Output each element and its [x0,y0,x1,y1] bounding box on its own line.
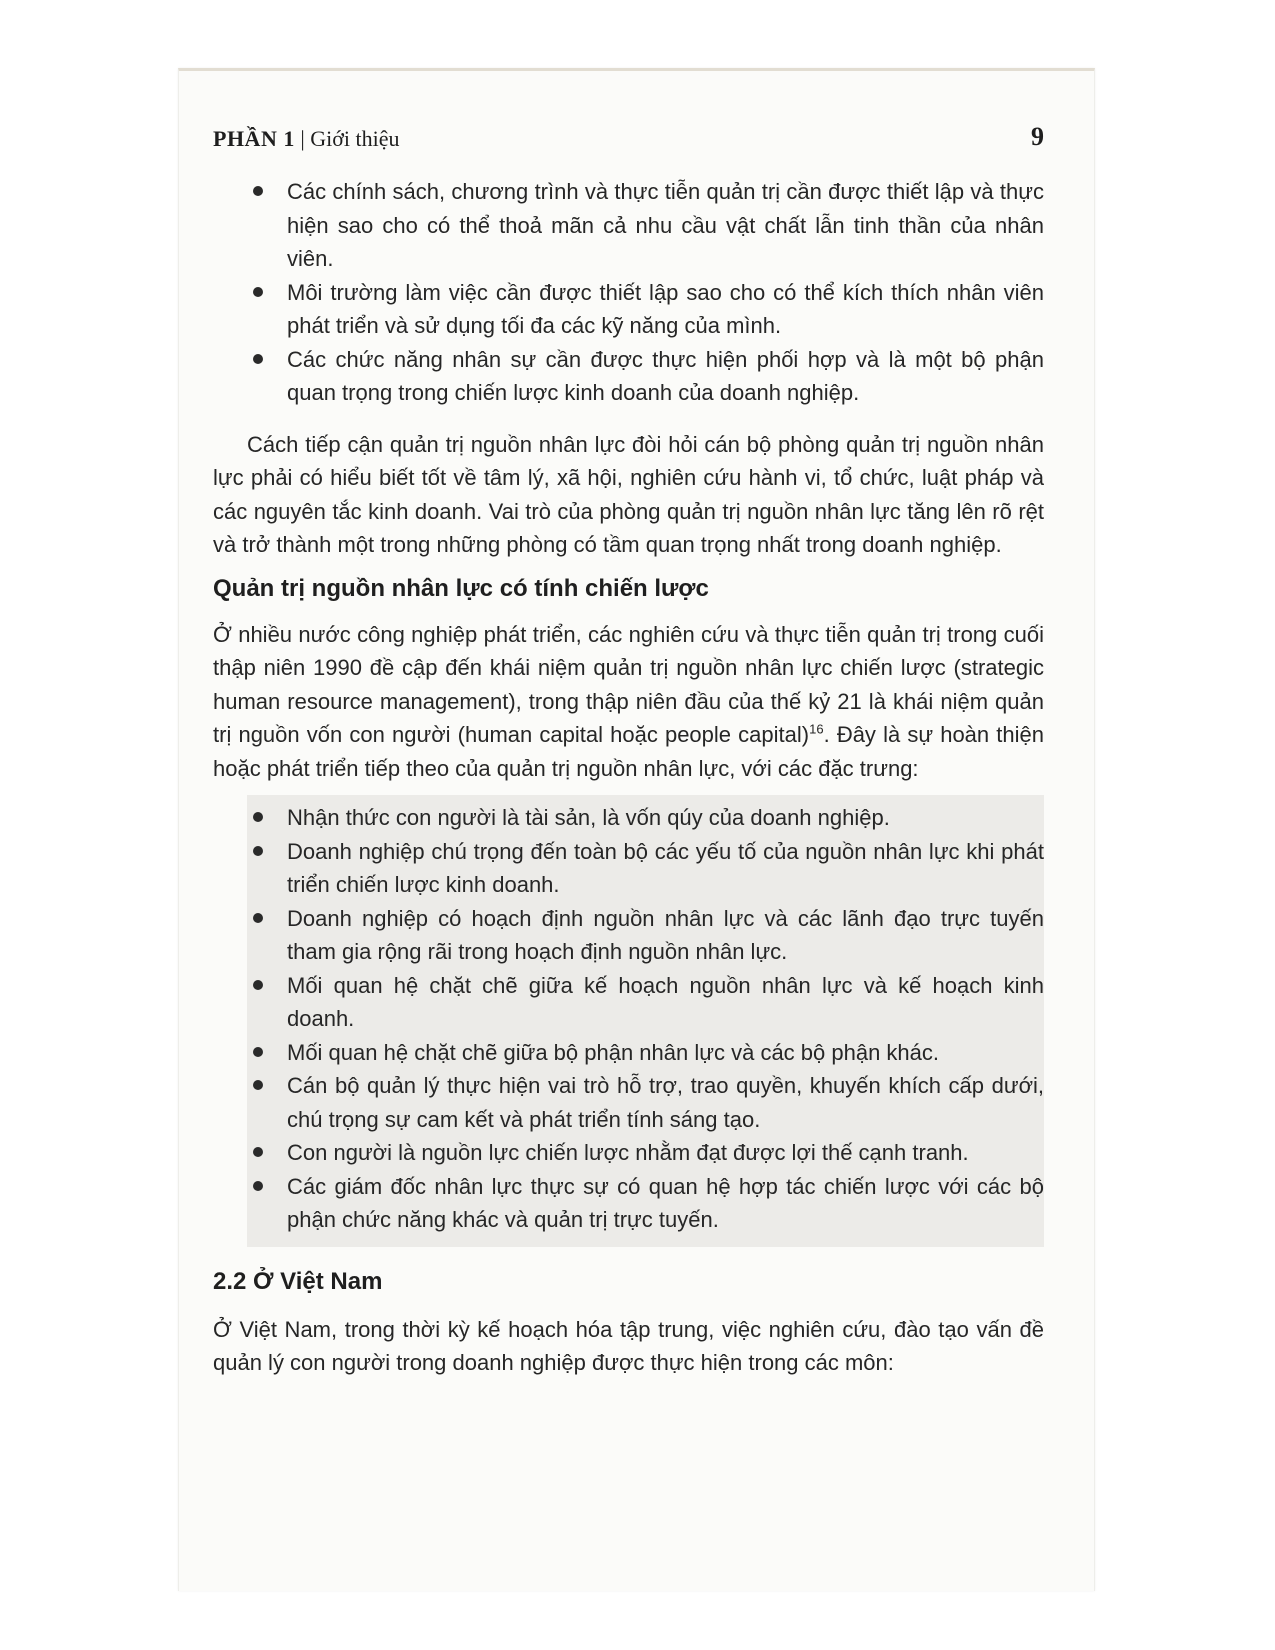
part-label: PHẦN 1 [213,126,295,151]
bullet-icon [253,846,263,856]
bullet-icon [253,1181,263,1191]
list-item: Nhận thức con người là tài sản, là vốn qúy của doanh nghiệp. [247,801,1044,835]
section-heading: 2.2 Ở Việt Nam [213,1267,383,1295]
page-content [213,175,1044,1380]
paragraph: Cách tiếp cận quản trị nguồn nhân lực đòi hỏi cán bộ phòng quản trị nguồn nhân lực phải có hiểu biết tốt về tâm lý, xã hội, nghiên cứu hành vi, tổ chức, luật pháp và các nguyên tắc kinh doanh. Vai trò của phòng quản trị nguồn nhân lực tăng lên rõ rệt và trở thành một trong những phòng có tầm quan trọng nhất trong doanh nghiệp. [213,431,1044,557]
bullet-icon [253,1047,263,1057]
list-item: Môi trường làm việc cần được thiết lập sao cho có thể kích thích nhân viên phát triển và sử dụng tối đa các kỹ năng của mình. [213,276,1044,343]
list-item: Doanh nghiệp chú trọng đến toàn bộ các yếu tố của nguồn nhân lực khi phát triển chiến lược kinh doanh. [247,835,1044,902]
running-header [213,122,1044,160]
list-item: Cán bộ quản lý thực hiện vai trò hỗ trợ, trao quyền, khuyến khích cấp dưới, chú trọng sự cam kết và phát triển tính sáng tạo. [247,1069,1044,1136]
highlight-box [247,795,1044,1247]
section-heading: Quản trị nguồn nhân lực có tính chiến lược [213,574,709,602]
bullet-icon [253,812,263,822]
bullet-icon [253,186,263,196]
list-item: Các chức năng nhân sự cần được thực hiện phối hợp và là một bộ phận quan trọng trong chiến lược kinh doanh của doanh nghiệp. [213,343,1044,410]
list-item: Con người là nguồn lực chiến lược nhằm đạt được lợi thế cạnh tranh. [247,1136,1044,1170]
list-item: Các giám đốc nhân lực thực sự có quan hệ hợp tác chiến lược với các bộ phận chức năng khác và quản trị trực tuyến. [247,1170,1044,1237]
paragraph: Ở Việt Nam, trong thời kỳ kế hoạch hóa tập trung, việc nghiên cứu, đào tạo vấn đề quản lý con người trong doanh nghiệp được thực hiện trong các môn: [213,1316,1044,1375]
list-item: Mối quan hệ chặt chẽ giữa kế hoạch nguồn nhân lực và kế hoạch kinh doanh. [247,969,1044,1036]
paragraph: Ở nhiều nước công nghiệp phát triển, các nghiên cứu và thực tiễn quản trị trong cuối thập niên 1990 đề cập đến khái niệm quản trị nguồn nhân lực chiến lược (strategic human resource management), trong thập niên đầu của thế kỷ 21 là khái niệm quản trị nguồn vốn con người (human capital hoặc people capital)$^{16}$. Đây là sự hoàn thiện hoặc phát triển tiếp theo của quản trị nguồn nhân lực, với các đặc trưng: [213,621,1044,781]
bullet-icon [253,1080,263,1090]
list-item: Doanh nghiệp có hoạch định nguồn nhân lực và các lãnh đạo trực tuyến tham gia rộng rãi trong hoạch định nguồn nhân lực. [247,902,1044,969]
book-page [178,68,1095,1591]
bullet-list-top [213,175,1044,410]
bullet-icon [253,287,263,297]
bullet-icon [253,354,263,364]
bullet-icon [253,1147,263,1157]
header-separator: | [300,126,305,151]
part-heading [213,126,399,152]
list-item: Mối quan hệ chặt chẽ giữa bộ phận nhân lực và các bộ phận khác. [247,1036,1044,1070]
list-item: Các chính sách, chương trình và thực tiễn quản trị cần được thiết lập và thực hiện sao cho có thể thoả mãn cả nhu cầu vật chất lẫn tinh thần của nhân viên. [213,175,1044,276]
bullet-icon [253,913,263,923]
bullet-icon [253,980,263,990]
page-number: 9 [1031,122,1044,151]
part-title: Giới thiệu [310,126,400,151]
bullet-list-characteristics [247,801,1044,1237]
footnote-ref: 16 [809,721,824,737]
